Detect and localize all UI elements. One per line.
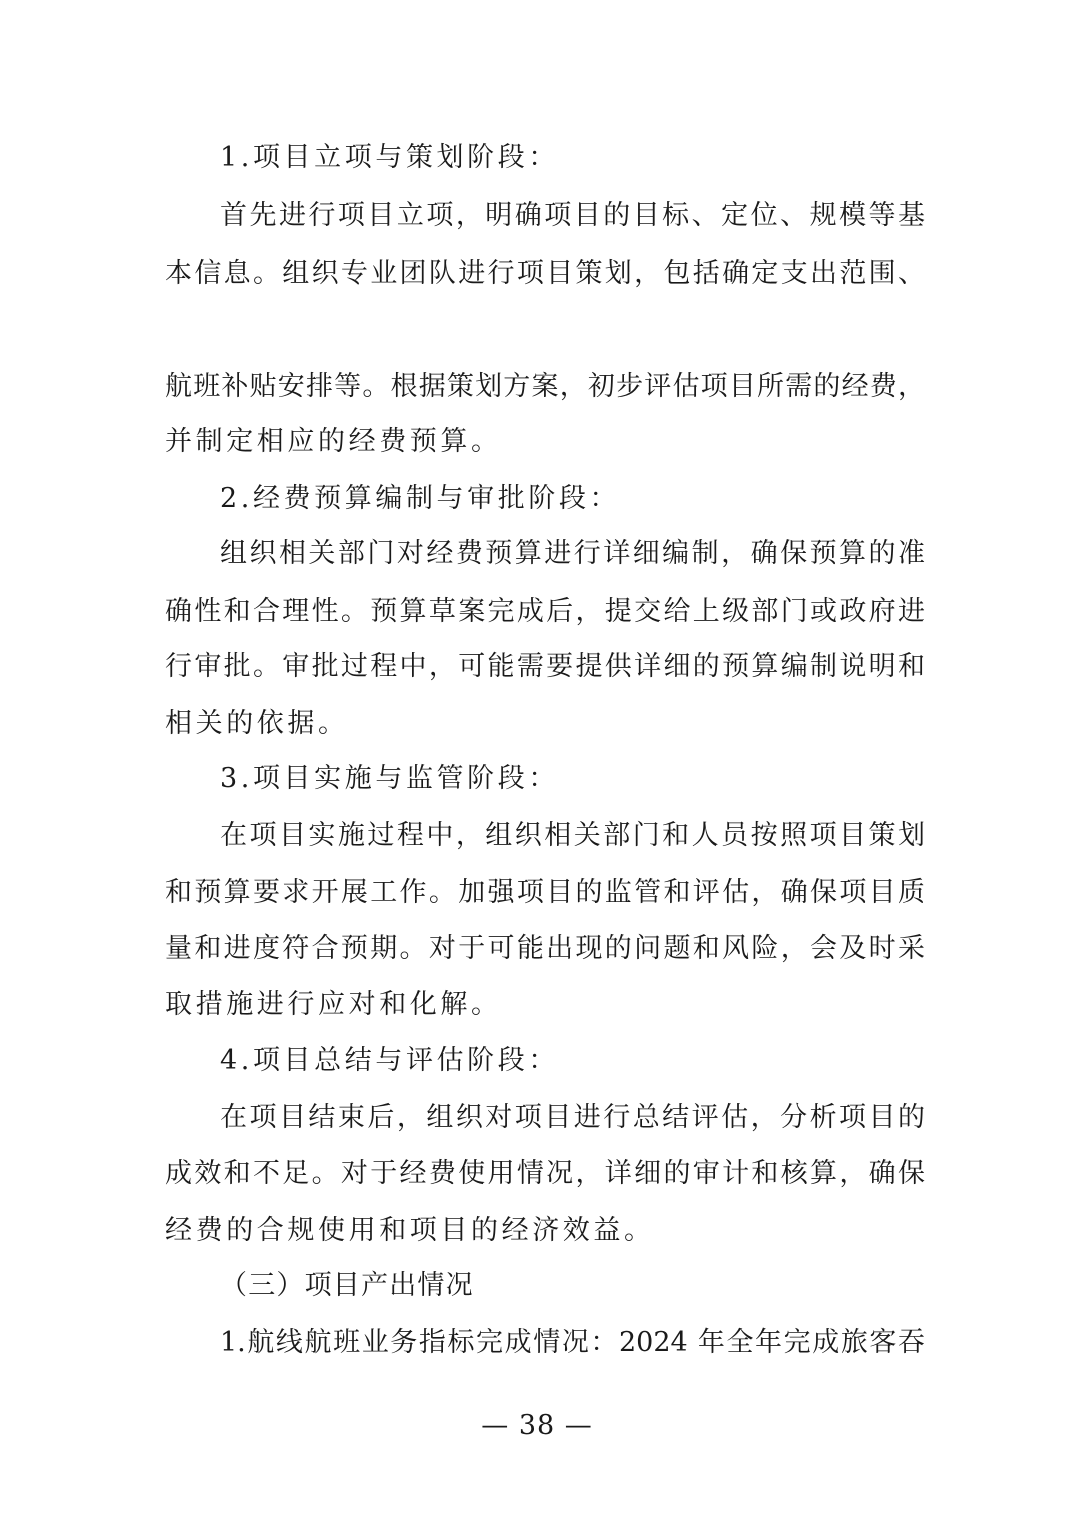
page-number: — 38 —	[481, 1410, 593, 1441]
paragraph-line: 在项目实施过程中，组织相关部门和人员按照项目策划	[220, 820, 925, 851]
paragraph-line: 首先进行项目立项，明确项目的目标、定位、规模等基	[220, 200, 925, 231]
section-heading-3: 3.项目实施与监管阶段：	[220, 763, 559, 794]
paragraph-line: 组织相关部门对经费预算进行详细编制，确保预算的准	[220, 538, 925, 569]
paragraph-line: 量和进度符合预期。对于可能出现的问题和风险，会及时采	[165, 933, 925, 964]
paragraph-line: 成效和不足。对于经费使用情况，详细的审计和核算，确保	[165, 1158, 925, 1189]
paragraph-line: 航班补贴安排等。根据策划方案，初步评估项目所需的经费，	[165, 371, 925, 402]
paragraph-line: 在项目结束后，组织对项目进行总结评估，分析项目的	[220, 1102, 925, 1133]
paragraph-line: 本信息。组织专业团队进行项目策划，包括确定支出范围、	[165, 258, 925, 289]
subsection-heading: （三）项目产出情况	[220, 1270, 474, 1301]
paragraph-line: 1.航线航班业务指标完成情况：2024 年全年完成旅客吞	[220, 1327, 925, 1358]
paragraph-line: 和预算要求开展工作。加强项目的监管和评估，确保项目质	[165, 877, 925, 908]
paragraph-line: 行审批。审批过程中，可能需要提供详细的预算编制说明和	[165, 651, 925, 682]
paragraph-line: 相关的依据。	[165, 708, 349, 739]
paragraph-line: 取措施进行应对和化解。	[165, 989, 502, 1020]
paragraph-line: 确性和合理性。预算草案完成后，提交给上级部门或政府进	[165, 596, 925, 627]
section-heading-4: 4.项目总结与评估阶段：	[220, 1045, 559, 1076]
paragraph-line: 并制定相应的经费预算。	[165, 426, 502, 457]
section-heading-1: 1.项目立项与策划阶段：	[220, 142, 559, 173]
paragraph-line: 经费的合规使用和项目的经济效益。	[165, 1215, 655, 1246]
section-heading-2: 2.经费预算编制与审批阶段：	[220, 483, 621, 514]
